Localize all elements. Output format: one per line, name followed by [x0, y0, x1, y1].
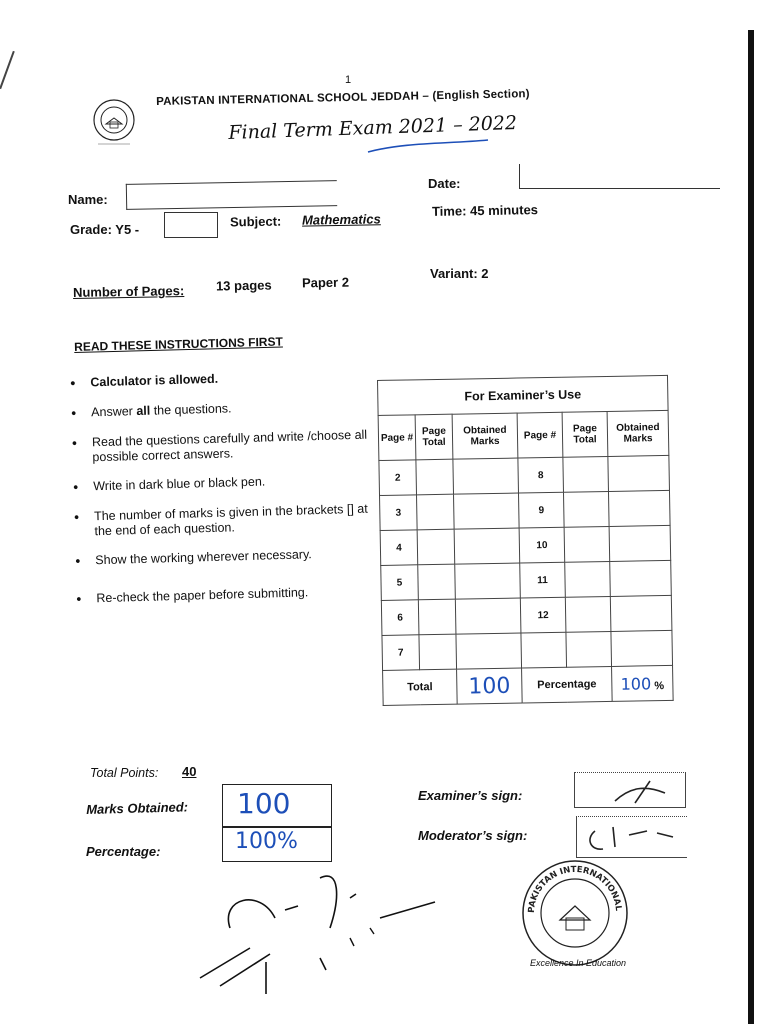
school-stamp	[520, 858, 630, 968]
col-header: Page #	[378, 415, 416, 461]
name-label: Name:	[68, 192, 108, 207]
examiner-sign-label: Examiner’s sign:	[418, 788, 523, 803]
total-points-value: 40	[182, 764, 197, 779]
examiner-table	[377, 375, 674, 706]
marks-obtained-field[interactable]: 100	[222, 784, 332, 828]
exam-title: Final Term Exam 2021 – 2022	[228, 111, 518, 144]
percentage-field[interactable]: 100%	[222, 826, 332, 862]
list-item: • Answer all the questions.	[67, 397, 381, 421]
name-field[interactable]	[126, 180, 337, 210]
marks-obtained-label: Marks Obtained:	[86, 799, 189, 817]
total-label: Total	[383, 669, 458, 705]
instructions-title: READ THESE INSTRUCTIONS FIRST	[74, 334, 283, 354]
variant-label: Variant: 2	[430, 266, 489, 281]
time-label: Time: 45 minutes	[431, 202, 539, 219]
moderator-signature	[577, 817, 687, 857]
title-underline	[366, 138, 492, 158]
signature-scribble	[180, 858, 440, 998]
stamp-motto: Excellence In Education	[530, 958, 627, 968]
margin-mark	[0, 51, 15, 89]
table-row: 5 11	[381, 560, 672, 600]
table-row: 6 12	[381, 595, 672, 635]
date-field[interactable]	[519, 164, 720, 189]
examiner-table-title: For Examiner’s Use	[378, 375, 669, 415]
paper-value: Paper 2	[301, 274, 350, 291]
percentage-value[interactable]: 100 %	[612, 665, 674, 701]
list-item: • The number of marks is given in the brackets [] at the end of each question.	[70, 501, 385, 540]
list-item: • Calculator is allowed.	[66, 367, 380, 391]
pages-label: Number of Pages:	[72, 283, 185, 300]
table-row: 2 8	[379, 455, 670, 495]
table-row: 7	[382, 630, 673, 670]
school-name: PAKISTAN INTERNATIONAL SCHOOL JEDDAH – (English Section)	[156, 88, 530, 108]
percentage-label: Percentage:	[86, 844, 161, 859]
list-item: • Read the questions carefully and write /choose all possible correct answers.	[68, 427, 383, 466]
moderator-sign-label: Moderator’s sign:	[418, 828, 528, 843]
col-header: Page #	[517, 412, 563, 458]
col-header: Obtained Marks	[607, 410, 669, 456]
table-total-row	[383, 665, 674, 705]
date-label: Date:	[428, 176, 461, 191]
grade-section-field[interactable]	[164, 212, 218, 238]
examiner-sign-field[interactable]	[574, 772, 686, 808]
grade-label: Grade: Y5 -	[70, 222, 140, 237]
pages-value: 13 pages	[215, 277, 272, 294]
total-value[interactable]: 100	[457, 668, 523, 704]
list-item: • Write in dark blue or black pen.	[69, 471, 383, 495]
table-row: 4 10	[380, 525, 671, 565]
subject-label: Subject:	[229, 213, 282, 230]
svg-text:PAKISTAN INTERNATIONAL SCHOOL: PAKISTAN INTERNATIONAL	[526, 864, 624, 914]
list-item: • Show the working wherever necessary.	[71, 545, 385, 569]
moderator-sign-field[interactable]	[576, 816, 687, 858]
binding-edge	[748, 30, 754, 1024]
col-header: Page Total	[415, 414, 453, 460]
list-item: • Re-check the paper before submitting.	[72, 583, 386, 607]
total-points-label: Total Points:	[90, 766, 159, 780]
page-number: 1	[345, 74, 352, 86]
table-row: 3 9	[380, 490, 671, 530]
percentage-label: Percentage	[522, 666, 613, 703]
col-header: Page Total	[562, 411, 608, 457]
examiner-signature	[575, 773, 685, 807]
school-logo	[86, 96, 142, 148]
col-header: Obtained Marks	[452, 413, 518, 459]
subject-value: Mathematics	[301, 211, 381, 228]
